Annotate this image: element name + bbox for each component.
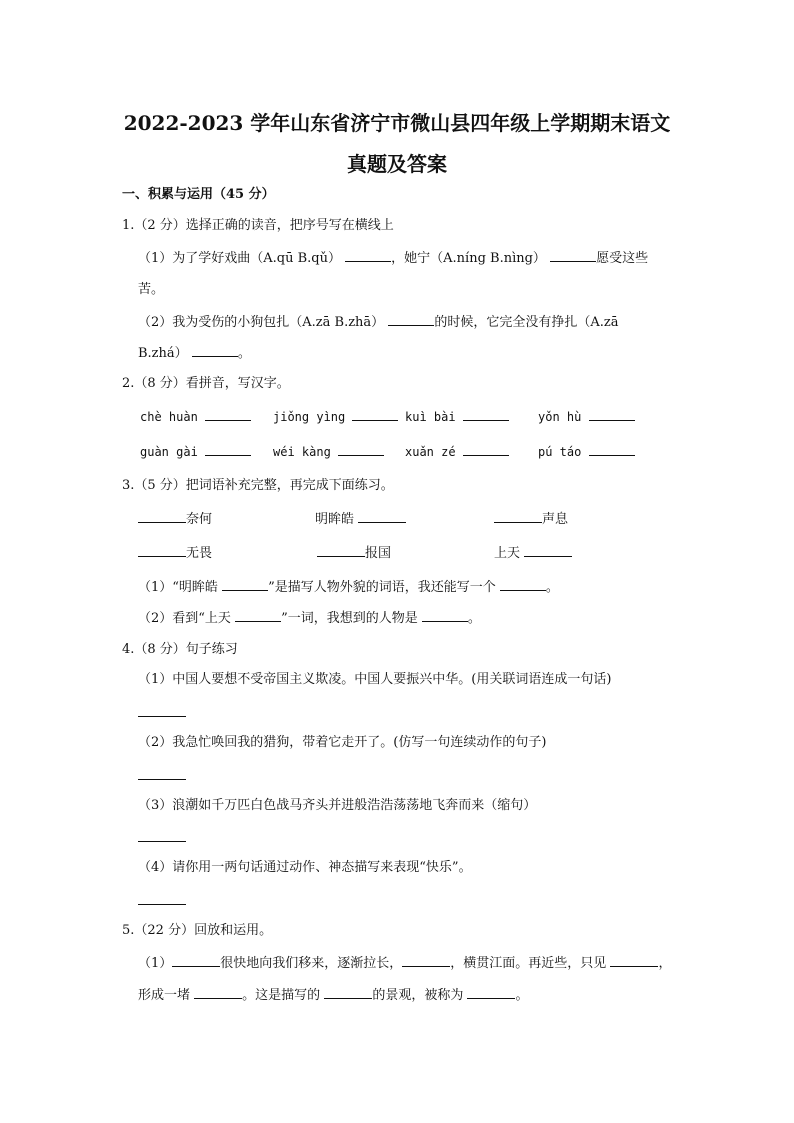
pinyin-item xyxy=(273,408,398,426)
answer-blank[interactable] xyxy=(610,954,658,967)
idiom-text: 明眸皓 xyxy=(315,512,355,527)
answer-blank[interactable] xyxy=(338,443,384,456)
pinyin-text: yǒn hù xyxy=(538,410,582,424)
answer-blank[interactable] xyxy=(205,408,251,421)
idiom-text: 上天 xyxy=(494,546,521,561)
pinyin-item xyxy=(538,408,635,426)
answer-blank[interactable] xyxy=(317,544,365,557)
answer-blank[interactable] xyxy=(463,408,509,421)
q1-text: B.zhá） xyxy=(138,346,188,361)
q3-text: 。 xyxy=(467,611,481,626)
q4-answer-line xyxy=(138,704,186,723)
answer-blank[interactable] xyxy=(138,544,186,557)
answer-blank[interactable] xyxy=(352,408,398,421)
answer-blank[interactable] xyxy=(205,443,251,456)
q4-sub1: （1）中国人要想不受帝国主义欺凌。中国人要振兴中华。(用关联词语连成一句话) xyxy=(138,672,612,687)
q1-line1 xyxy=(138,249,648,268)
answer-blank[interactable] xyxy=(500,578,546,591)
answer-blank[interactable] xyxy=(324,986,372,999)
q1-text: （1）为了学好戏曲（A.qū B.qǔ） xyxy=(138,251,341,266)
q1-text: 。 xyxy=(237,346,251,361)
q1-line2: 苦。 xyxy=(138,282,165,297)
pinyin-text: chè huàn xyxy=(140,410,198,424)
answer-blank[interactable] xyxy=(235,609,281,622)
idiom-item xyxy=(138,544,212,563)
answer-blank[interactable] xyxy=(402,954,450,967)
q1-text: 的时候，它完全没有挣扎（A.zā xyxy=(434,315,619,330)
idiom-item xyxy=(138,510,212,529)
answer-blank[interactable] xyxy=(138,767,186,780)
pinyin-text: kuì bài xyxy=(405,410,456,424)
answer-blank[interactable] xyxy=(194,986,242,999)
q1-text: ，她宁（A.níng B.nìng） xyxy=(391,251,546,266)
q5-text: ， xyxy=(658,956,672,971)
idiom-text: 报国 xyxy=(365,546,392,561)
q4-sub4: （4）请你用一两句话通过动作、神态描写来表现“快乐”。 xyxy=(138,860,472,875)
q5-text: 很快地向我们移来，逐渐拉长， xyxy=(220,956,403,971)
q5-line1 xyxy=(138,954,671,973)
idiom-text: 声息 xyxy=(542,512,569,527)
idiom-item xyxy=(315,510,406,529)
q3-text: （2）看到“上天 xyxy=(138,611,231,626)
answer-blank[interactable] xyxy=(222,578,268,591)
answer-blank[interactable] xyxy=(589,408,635,421)
answer-blank[interactable] xyxy=(463,443,509,456)
idiom-item xyxy=(494,510,568,529)
q3-text: ”一词，我想到的人物是 xyxy=(281,611,418,626)
q3-sub1 xyxy=(138,578,559,597)
pinyin-item xyxy=(140,443,251,461)
q5-line2 xyxy=(138,986,528,1005)
answer-blank[interactable] xyxy=(358,510,406,523)
q1-text: （2）我为受伤的小狗包扎（A.zā B.zhā） xyxy=(138,315,385,330)
q5-text: 。这是描写的 xyxy=(242,988,321,1003)
section-heading: 一、积累与运用（45 分） xyxy=(122,187,275,202)
answer-blank[interactable] xyxy=(524,544,572,557)
pinyin-item xyxy=(405,443,509,461)
q3-heading: 3.（5 分）把词语补充完整，再完成下面练习。 xyxy=(122,478,394,493)
q1-text: 愿受这些 xyxy=(596,251,649,266)
pinyin-text: wéi kàng xyxy=(273,445,331,459)
pinyin-item xyxy=(538,443,635,461)
q3-text: ”是描写人物外貌的词语，我还能写一个 xyxy=(268,580,496,595)
pinyin-text: xuǎn zé xyxy=(405,445,456,459)
q3-sub2 xyxy=(138,609,481,628)
pinyin-item xyxy=(405,408,509,426)
answer-blank[interactable] xyxy=(138,892,186,905)
idiom-text: 奈何 xyxy=(186,512,213,527)
pinyin-text: guàn gài xyxy=(140,445,198,459)
q4-sub2: （2）我急忙唤回我的猎狗，带着它走开了。(仿写一句连续动作的句子) xyxy=(138,735,547,750)
q4-answer-line xyxy=(138,829,186,848)
answer-blank[interactable] xyxy=(422,609,468,622)
q1-heading: 1.（2 分）选择正确的读音，把序号写在横线上 xyxy=(122,218,394,233)
pinyin-item xyxy=(140,408,251,426)
q1-line3 xyxy=(138,313,618,332)
answer-blank[interactable] xyxy=(345,249,391,262)
q1-line4 xyxy=(138,344,251,363)
answer-blank[interactable] xyxy=(138,510,186,523)
doc-title-line2: 真题及答案 xyxy=(347,152,447,176)
doc-title-line1: 2022-2023 学年山东省济宁市微山县四年级上学期期末语文 xyxy=(123,111,671,135)
idiom-item xyxy=(317,544,391,563)
answer-blank[interactable] xyxy=(388,313,434,326)
answer-blank[interactable] xyxy=(494,510,542,523)
answer-blank[interactable] xyxy=(192,344,238,357)
q3-text: （1）“明眸皓 xyxy=(138,580,218,595)
idiom-item xyxy=(494,544,572,563)
pinyin-item xyxy=(273,443,384,461)
q5-heading: 5.（22 分）回放和运用。 xyxy=(122,923,273,938)
q5-text: 的景观，被称为 xyxy=(372,988,464,1003)
q5-text: 形成一堵 xyxy=(138,988,191,1003)
idiom-text: 无畏 xyxy=(186,546,213,561)
answer-blank[interactable] xyxy=(138,829,186,842)
q4-answer-line xyxy=(138,767,186,786)
q5-text: 。 xyxy=(515,988,529,1003)
q3-text: 。 xyxy=(545,580,559,595)
answer-blank[interactable] xyxy=(589,443,635,456)
q5-text: ，横贯江面。再近些，只见 xyxy=(450,956,607,971)
q4-sub3: （3）浪潮如千万匹白色战马齐头并进般浩浩荡荡地飞奔而来（缩句） xyxy=(138,798,537,813)
answer-blank[interactable] xyxy=(550,249,596,262)
answer-blank[interactable] xyxy=(172,954,220,967)
pinyin-text: pú táo xyxy=(538,445,582,459)
answer-blank[interactable] xyxy=(467,986,515,999)
q4-answer-line xyxy=(138,892,186,911)
q4-heading: 4.（8 分）句子练习 xyxy=(122,642,238,657)
pinyin-text: jiǒng yìng xyxy=(273,410,346,424)
answer-blank[interactable] xyxy=(138,704,186,717)
q5-text: （1） xyxy=(138,956,173,971)
q2-heading: 2.（8 分）看拼音，写汉字。 xyxy=(122,376,290,391)
